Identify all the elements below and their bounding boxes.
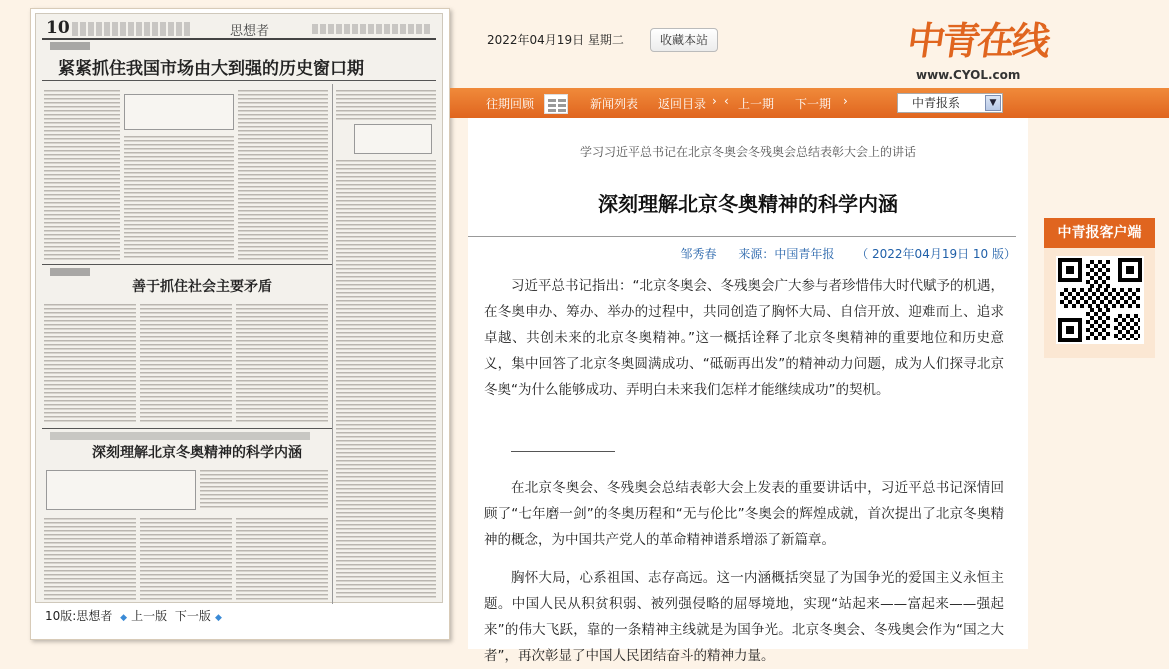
paper-text-block (140, 304, 232, 424)
article-byline (468, 245, 1016, 262)
paper-text-block (124, 136, 234, 260)
byline-divider (468, 236, 1016, 237)
article-paragraph: 习近平总书记指出：“北京冬奥会、冬残奥会广大参与者珍惜伟大时代赋予的机遇，在冬奥申办、筹办、举办的过程中，共同创造了胸怀大局、自信开放、迎难而上、追求卓越、共创未来的北京冬奥精神。”这一概括诠释了北京冬奥精神的重要地位和历史意义，集中回答了北京冬奥圆满成功、“砥砺再出发”的精神动力问题，成为人们探寻北京冬奥“为什么能够成功、弄明白未来我们怎样才能继续成功”的契机。 (484, 278, 1004, 398)
paper-masthead-date (312, 24, 432, 34)
article-subtitle: 学习习近平总书记在北京冬奥会冬残奥会总结表彰大会上的讲话 (579, 145, 916, 159)
paper-masthead (42, 18, 436, 40)
paper-text-block (238, 90, 328, 260)
diamond-icon: ◆ (120, 613, 128, 623)
paper-article-2-title[interactable]: 善于抓住社会主要矛盾 (132, 279, 272, 295)
bookmark-site-button[interactable]: 收藏本站 (650, 28, 718, 52)
article-author: 邹秀春 (680, 247, 717, 261)
next-issue-link[interactable]: 下一期 (795, 97, 832, 111)
current-date: 2022年04月19日 星期二 (487, 33, 624, 47)
chevron-left-icon: ‹ (724, 94, 729, 108)
site-logo[interactable] (904, 10, 1051, 85)
paper-page-number: 10 (46, 18, 70, 38)
paper-column-rule (332, 84, 333, 604)
article-source: 来源：中国青年报 (738, 247, 835, 261)
client-label[interactable]: 中青报客户端 (1044, 218, 1155, 248)
newspaper-select[interactable] (897, 93, 1003, 113)
paper-masthead-info (72, 22, 192, 36)
article-paragraph: 在北京冬奥会、冬残奥会总结表彰大会上发表的重要讲话中，习近平总书记深情回顾了“七年磨一剑”的冬奥历程和“无与伦比”冬奥会的辉煌成就，首次提出了北京冬奥精神的概念，为中国共产党人的革命精神谱系增添了新篇章。 (484, 480, 1004, 548)
chevron-right-icon: › (712, 94, 717, 108)
paper-page-nav (45, 607, 226, 624)
news-list-link[interactable]: 新闻列表 (590, 97, 639, 111)
paper-text-block (236, 304, 328, 424)
paper-rule (42, 80, 436, 81)
newspaper-page-image[interactable] (35, 13, 443, 603)
paper-text-block (44, 90, 120, 260)
article-paragraph: 胸怀大局，心系祖国、志存高远。这一内涵概括突显了为国争光的爱国主义永恒主题。中国人民从积贫积弱、被列强侵略的屈辱境地，实现“站起来——富起来——强起来”的伟大飞跃，靠的一条精神主线就是为国争光。北京冬奥会、冬残奥会作为“国之大者”，再次彰显了中国人民团结奋斗的精神力量。 (484, 570, 1004, 664)
paper-article-1-title[interactable]: 紧紧抓住我国市场由大到强的历史窗口期 (58, 59, 364, 79)
diamond-icon: ◆ (214, 613, 222, 623)
archive-link[interactable]: 往期回顾 (486, 97, 535, 111)
paper-text-block (336, 90, 436, 120)
paper-next-page-link[interactable]: 下一版 (174, 609, 211, 623)
paper-text-block (200, 470, 328, 510)
qr-code-icon (1056, 256, 1144, 344)
paper-page-label: 10版:思想者 (45, 609, 113, 623)
article-title: 深刻理解北京冬奥精神的科学内涵 (598, 192, 898, 216)
paper-quote-box (46, 470, 196, 510)
paper-column-tag (50, 268, 90, 276)
article-content (468, 118, 1028, 664)
paper-rule (42, 428, 332, 429)
newspaper-page-preview (30, 8, 450, 640)
paper-text-block (236, 518, 328, 602)
paper-text-block (44, 518, 136, 602)
paper-text-block (336, 160, 436, 600)
logo-text: 中青在线 (904, 18, 1051, 63)
article-date-page: （ 2022年04月19日 10 版） (856, 247, 1016, 261)
previous-issue-link[interactable]: 上一期 (738, 97, 775, 111)
paper-side-box (354, 124, 432, 154)
paper-prev-page-link[interactable]: 上一版 (131, 609, 168, 623)
paragraph-separator (511, 451, 615, 452)
back-to-toc-link[interactable]: 返回目录 (658, 97, 707, 111)
calendar-grid-icon[interactable] (544, 94, 568, 114)
newspaper-select-value: 中青报系 (912, 96, 961, 110)
paper-column-tag (50, 42, 90, 50)
paper-column-tag (50, 432, 310, 440)
mobile-client-box (1044, 218, 1155, 358)
paper-article-3-title[interactable]: 深刻理解北京冬奥精神的科学内涵 (92, 445, 302, 461)
chevron-right-icon: › (843, 94, 848, 108)
logo-url: www.CYOL.com (916, 68, 1021, 82)
paper-rule (42, 264, 332, 265)
paper-text-block (140, 518, 232, 602)
paper-quote-box (124, 94, 234, 130)
chevron-down-icon[interactable]: ▼ (985, 95, 1001, 111)
paper-section-name: 思想者 (230, 24, 270, 39)
paper-text-block (44, 304, 136, 424)
